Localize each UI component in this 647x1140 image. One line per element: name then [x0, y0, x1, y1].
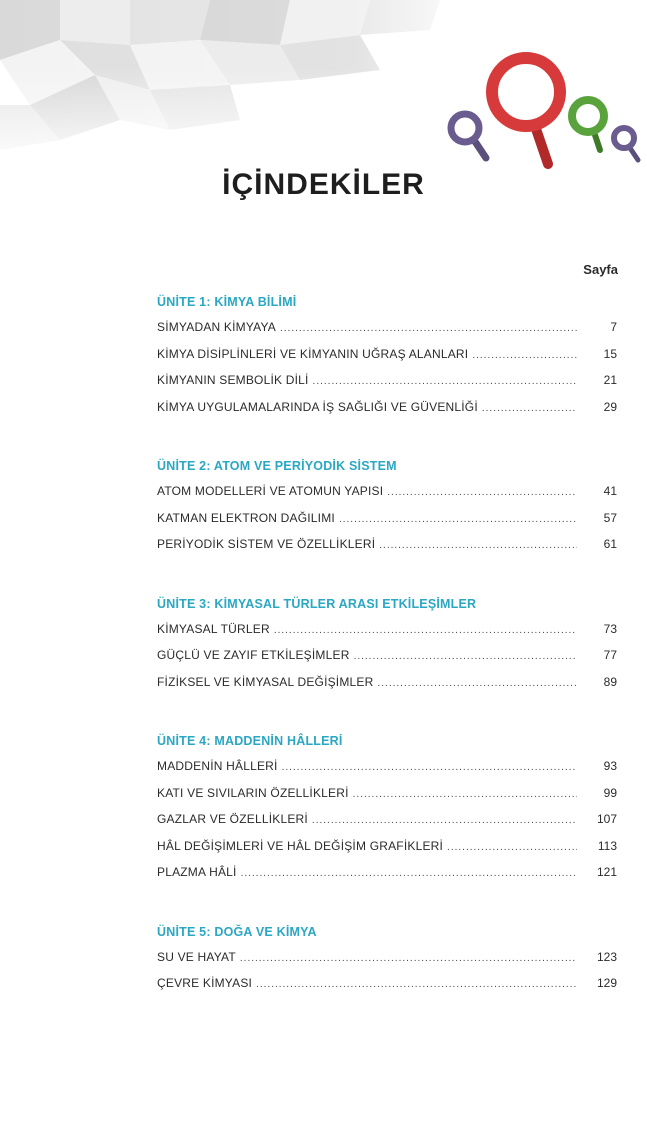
unit-section — [157, 290, 617, 420]
toc-entry-label: GÜÇLÜ VE ZAYIF ETKİLEŞİMLER — [157, 648, 350, 662]
toc-entry — [157, 753, 617, 780]
toc-entry-label: KİMYANIN SEMBOLİK DİLİ — [157, 373, 309, 387]
unit-title: ÜNİTE 2: ATOM VE PERİYODİK SİSTEM — [157, 459, 397, 473]
dot-leader — [472, 343, 577, 370]
unit-section — [157, 729, 617, 886]
toc-entry-page-number: 73 — [603, 621, 617, 636]
dot-leader — [240, 946, 577, 973]
page-column-header: Sayfa — [583, 262, 618, 277]
toc-entry-label: ÇEVRE KİMYASI — [157, 976, 253, 990]
toc-entry — [157, 806, 617, 833]
toc-entry — [157, 859, 617, 886]
toc-entry-page-number: 61 — [603, 537, 617, 551]
magnifier-purple-right-icon — [614, 128, 638, 160]
toc-entry-page-number: 15 — [603, 346, 617, 361]
magnifier-purple-left-icon — [451, 114, 486, 158]
toc-entry-page-number: 113 — [597, 838, 617, 853]
unit-title: ÜNİTE 3: KİMYASAL TÜRLER ARASI ETKİLEŞİMLER — [157, 596, 477, 611]
dot-leader — [353, 782, 577, 809]
toc-entry-label: MADDENİN HÂLLERİ — [157, 759, 278, 773]
toc-entry-label: KATI VE SIVILARIN ÖZELLİKLERİ — [157, 785, 349, 800]
toc-entry-page-number: 99 — [603, 785, 617, 800]
dot-leader — [482, 396, 577, 423]
dot-leader — [312, 808, 577, 835]
toc-entry-label: KİMYA UYGULAMALARINDA İŞ SAĞLIĞI VE GÜVENLİĞİ — [157, 399, 478, 414]
toc-entry-page-number: 29 — [603, 399, 617, 414]
dot-leader — [256, 972, 577, 999]
toc-entry — [157, 341, 617, 368]
page-title: İÇİNDEKİLER — [222, 168, 425, 201]
unit-title: ÜNİTE 5: DOĞA VE KİMYA — [157, 924, 317, 939]
toc-entry-label: SİMYADAN KİMYAYA — [157, 320, 276, 334]
toc-entry-page-number: 41 — [603, 484, 617, 498]
dot-leader — [280, 316, 577, 343]
toc-entry — [157, 394, 617, 421]
toc-entry — [157, 531, 617, 558]
toc-entry-page-number: 129 — [596, 976, 617, 990]
toc-entry — [157, 833, 617, 860]
toc-entry-page-number: 123 — [596, 949, 617, 964]
dot-leader — [377, 671, 577, 698]
toc-entry — [157, 314, 617, 341]
magnifier-green-icon — [572, 100, 604, 150]
toc-entry-page-number: 93 — [603, 759, 617, 773]
toc-entry — [157, 780, 617, 807]
toc-entry-label: GAZLAR VE ÖZELLİKLERİ — [157, 812, 308, 826]
dot-leader — [387, 480, 577, 507]
toc-entry-label: SU VE HAYAT — [157, 949, 236, 964]
dot-leader — [241, 861, 577, 888]
toc-entry-label: KİMYA DİSİPLİNLERİ VE KİMYANIN UĞRAŞ ALANLARI — [157, 346, 469, 361]
dot-leader — [339, 507, 577, 534]
dot-leader — [354, 644, 577, 671]
toc-entry — [157, 970, 617, 997]
toc-entry-label: FİZİKSEL VE KİMYASAL DEĞİŞİMLER — [157, 674, 374, 689]
toc-entry — [157, 616, 617, 643]
dot-leader — [313, 369, 577, 396]
toc-entry-label: KATMAN ELEKTRON DAĞILIMI — [157, 510, 335, 525]
toc-entry — [157, 669, 617, 696]
toc-entry-label: ATOM MODELLERİ VE ATOMUN YAPISI — [157, 484, 384, 498]
toc-entry — [157, 367, 617, 394]
toc-entry-page-number: 7 — [610, 320, 617, 334]
toc-entry-label: PERİYODİK SİSTEM VE ÖZELLİKLERİ — [157, 537, 376, 551]
unit-title: ÜNİTE 1: KİMYA BİLİMİ — [157, 295, 297, 309]
unit-title: ÜNİTE 4: MADDENİN HÂLLERİ — [157, 734, 343, 748]
toc-entry-label: KİMYASAL TÜRLER — [157, 621, 270, 636]
toc-entry-page-number: 89 — [603, 674, 617, 689]
unit-section — [157, 454, 617, 558]
toc-entry-page-number: 77 — [603, 648, 617, 662]
unit-section — [157, 920, 617, 997]
toc-entry — [157, 642, 617, 669]
dot-leader — [447, 835, 577, 862]
dot-leader — [379, 533, 577, 560]
dot-leader — [274, 618, 577, 645]
dot-leader — [282, 755, 577, 782]
toc-entry-page-number: 57 — [603, 510, 617, 525]
magnifier-red-icon — [492, 58, 560, 164]
toc-entry — [157, 478, 617, 505]
toc-entry-label: HÂL DEĞİŞİMLERİ VE HÂL DEĞİŞİM GRAFİKLERİ — [157, 838, 444, 853]
table-of-contents — [157, 290, 617, 1031]
toc-entry-page-number: 121 — [596, 865, 617, 879]
unit-section — [157, 592, 617, 696]
toc-entry-page-number: 21 — [603, 373, 617, 387]
toc-entry-label: PLAZMA HÂLİ — [157, 865, 237, 879]
toc-entry — [157, 944, 617, 971]
toc-entry — [157, 505, 617, 532]
toc-entry-page-number: 107 — [596, 812, 617, 826]
